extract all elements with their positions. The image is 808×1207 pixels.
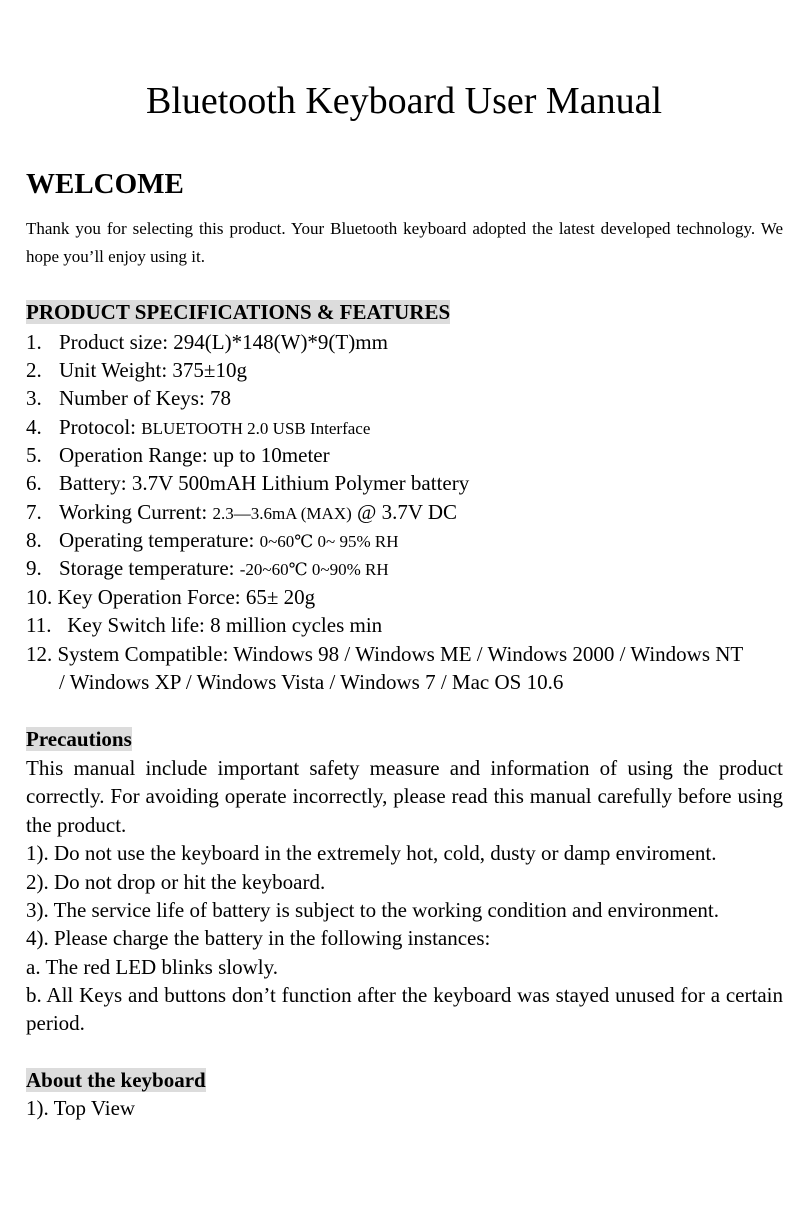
precautions-heading: [26, 725, 132, 753]
about-heading-text: About the keyboard: [26, 1068, 206, 1092]
spec-item-8: 8. Operating temperature: 0~60℃ 0~ 95% RH: [26, 528, 399, 552]
precaution-item-2: 2). Do not drop or hit the keyboard.: [26, 870, 326, 894]
page-title: Bluetooth Keyboard User Manual: [145, 80, 663, 122]
spec-item-12: 12. System Compatible: Windows 98 / Windows ME / Windows 2000 / Windows NT: [26, 642, 744, 666]
about-item-1: 1). Top View: [26, 1096, 136, 1120]
spec-item-10: 10. Key Operation Force: 65± 20g: [26, 585, 316, 609]
precaution-item-3: 3). The service life of battery is subject to the working condition and environment.: [26, 898, 720, 922]
about-heading: [26, 1066, 206, 1094]
spec-item-3: 3. Number of Keys: 78: [26, 386, 232, 410]
precautions-intro: This manual include important safety measure and information of using the product correctly. For avoiding operate incorrectly, please read this manual carefully before using the product.: [26, 756, 783, 837]
spec-item-4: 4. Protocol: BLUETOOTH 2.0 USB Interface: [26, 415, 371, 439]
spec-item-6: 6. Battery: 3.7V 500mAH Lithium Polymer battery: [26, 471, 470, 495]
precautions-heading-text: Precautions: [26, 727, 132, 751]
precaution-item-b: b. All Keys and buttons don’t function after the keyboard was stayed unused for a certain period.: [26, 983, 783, 1036]
spec-item-1: 1. Product size: 294(L)*148(W)*9(T)mm: [26, 330, 388, 354]
welcome-text: Thank you for selecting this product. Your Bluetooth keyboard adopted the latest developed technology. We hope you’ll enjoy using it.: [26, 219, 783, 266]
precaution-item-1: 1). Do not use the keyboard in the extremely hot, cold, dusty or damp enviroment.: [26, 841, 717, 865]
spec-item-12-cont: / Windows XP / Windows Vista / Windows 7 / Mac OS 10.6: [59, 670, 564, 694]
spec-item-7: 7. Working Current: 2.3—3.6mA (MAX) @ 3.7V DC: [26, 500, 458, 524]
specs-heading: [26, 298, 450, 326]
spec-item-5: 5. Operation Range: up to 10meter: [26, 443, 330, 467]
precaution-item-4: 4). Please charge the battery in the following instances:: [26, 926, 491, 950]
precaution-item-a: a. The red LED blinks slowly.: [26, 955, 278, 979]
spec-item-11: 11. Key Switch life: 8 million cycles min: [26, 613, 383, 637]
specs-heading-text: PRODUCT SPECIFICATIONS & FEATURES: [26, 300, 451, 324]
spec-item-9: 9. Storage temperature: -20~60℃ 0~90% RH: [26, 556, 389, 580]
spec-item-2: 2. Unit Weight: 375±10g: [26, 358, 247, 382]
welcome-heading: WELCOME: [26, 168, 184, 200]
